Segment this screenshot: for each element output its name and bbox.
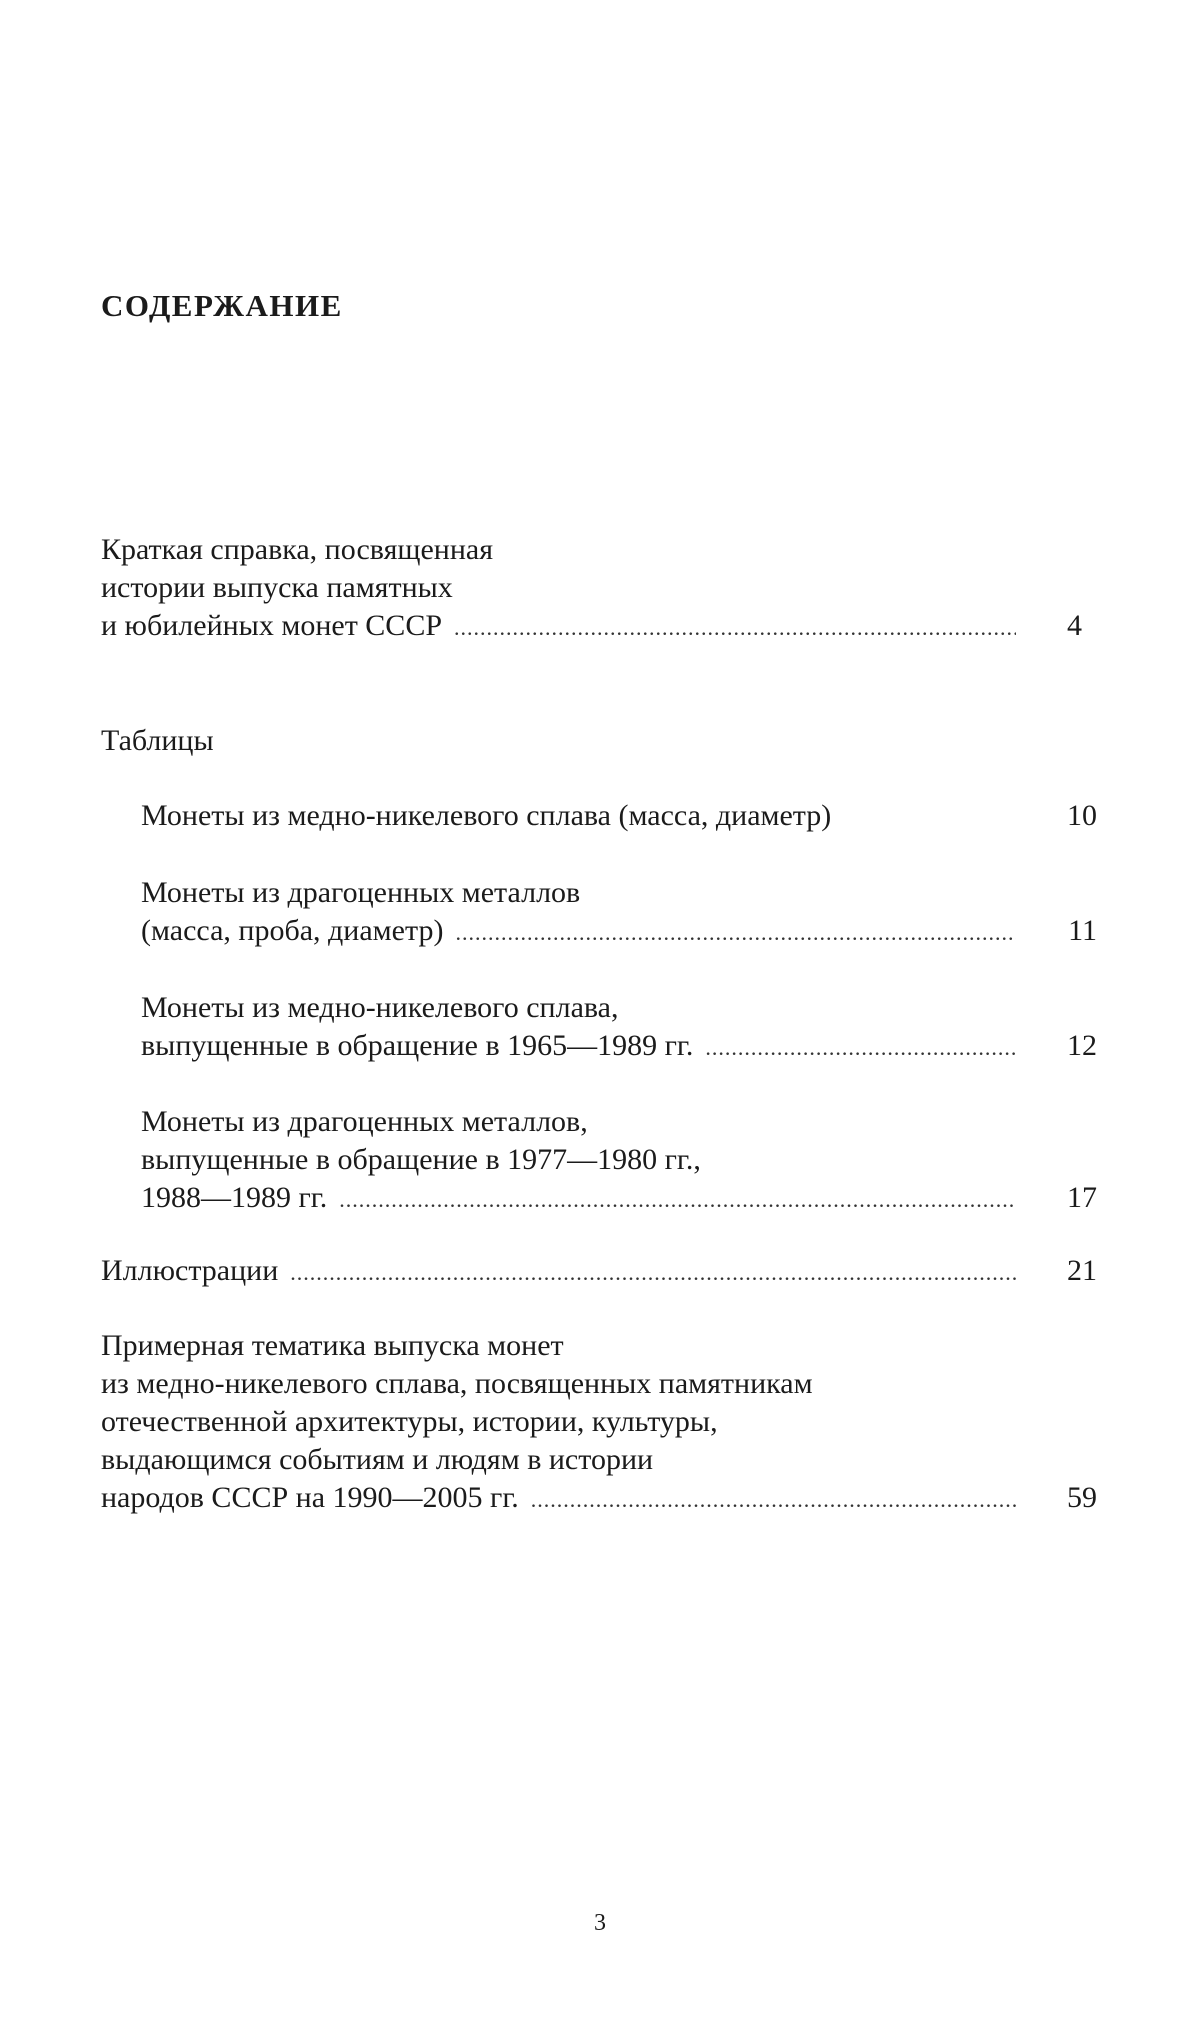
toc-entry-line: Примерная тематика выпуска монет <box>101 1329 564 1362</box>
dot-leader <box>454 609 1016 647</box>
dot-leader <box>531 1481 1016 1519</box>
toc-entry-text: и юбилейных монет СССР <box>101 609 443 642</box>
toc-entry-text: (масса, проба, диаметр) <box>141 914 444 947</box>
toc-entry-line: выдающимся событиям и людям в истории <box>101 1443 654 1476</box>
toc-entry-line: истории выпуска памятных <box>101 571 453 604</box>
toc-entry-illustrations[interactable] <box>101 1252 1097 1292</box>
toc-entry-copper-nickel-1965[interactable] <box>141 989 1097 1067</box>
toc-page-number: 17 <box>1067 1181 1097 1214</box>
toc-page-number: 11 <box>1068 914 1097 947</box>
dot-leader <box>455 914 1016 952</box>
toc-entry-line: Монеты из драгоценных металлов, <box>141 1105 588 1138</box>
toc-entry-text: Иллюстрации <box>101 1254 279 1287</box>
dot-leader <box>339 1181 1016 1219</box>
toc-entry-line: Монеты из медно-никелевого сплава, <box>141 991 619 1024</box>
toc-entry-line: из медно-никелевого сплава, посвященных памятникам <box>101 1367 813 1400</box>
toc-entry-copper-nickel-mass[interactable] <box>141 797 1097 837</box>
toc-page-number: 10 <box>1067 799 1097 832</box>
toc-page-number: 12 <box>1067 1029 1097 1062</box>
toc-page-number: 4 <box>1067 609 1082 642</box>
toc-entry-text: Монеты из медно-никелевого сплава (масса, диаметр) <box>141 799 832 832</box>
toc-entry-line: Монеты из драгоценных металлов <box>141 876 581 909</box>
toc-entry-line: отечественной архитектуры, истории, культуры, <box>101 1405 718 1438</box>
toc-entry-themes-1990-2005[interactable] <box>101 1327 1097 1519</box>
toc-page-number: 59 <box>1067 1481 1097 1514</box>
toc-entry-text: выпущенные в обращение в 1965—1989 гг. <box>141 1029 694 1062</box>
toc-entry-text: народов СССР на 1990—2005 гг. <box>101 1481 519 1514</box>
toc-entry-history[interactable] <box>101 531 1082 647</box>
page-title: СОДЕРЖАНИЕ <box>101 288 343 323</box>
page-number-footer: 3 <box>594 1910 606 1936</box>
dot-leader <box>290 1254 1016 1292</box>
toc-page-number: 21 <box>1067 1254 1097 1287</box>
toc-entry-precious-metals-1977[interactable] <box>141 1103 1097 1219</box>
toc-entry-text: 1988—1989 гг. <box>141 1181 328 1214</box>
toc-entry-precious-metals-mass[interactable] <box>141 874 1097 952</box>
toc-entry-line: Краткая справка, посвященная <box>101 533 494 566</box>
dot-leader <box>705 1029 1016 1067</box>
section-label-tables: Таблицы <box>101 724 214 757</box>
toc-entry-line: выпущенные в обращение в 1977—1980 гг., <box>141 1143 701 1176</box>
